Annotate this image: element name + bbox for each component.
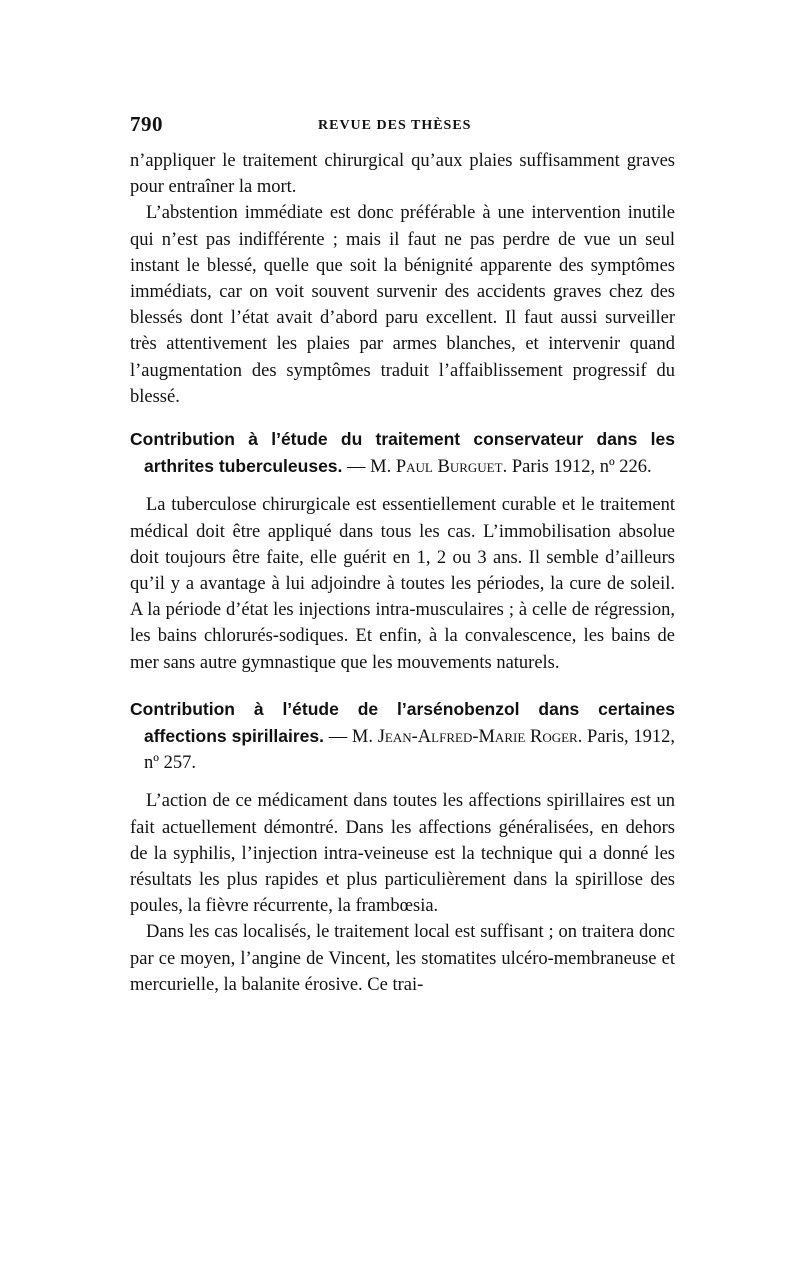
page-number: 790 xyxy=(130,112,163,136)
entry-title-block xyxy=(130,696,675,777)
intro-paragraph-continued: n’appliquer le traitement chirurgical qu’aux plaies suffisamment graves pour entraîner la mort. xyxy=(130,151,675,198)
thesis-entry-roger xyxy=(130,696,675,998)
entry-details: . Paris, 1912, nº 257. xyxy=(144,727,675,774)
running-header xyxy=(130,112,675,142)
entry-paragraph: La tuberculose chirurgicale est essentiellement curable et le traitement médical doit être appliqué dans tous les cas. L’immobilisation absolue doit toujours être faite, elle guérit en 1, 2 ou 3 ans. Il semble d’ailleurs qu’il y a avantage à lui adjoindre à toutes les périodes, la cure de soleil. A la période d’état les injections intra-musculaires ; à celle de régression, les bains chlorurés-sodiques. Et enfin, à la convalescence, les bains de mer sans autre gymnastique que les mouvements naturels. xyxy=(130,495,675,673)
document-page xyxy=(130,112,675,998)
thesis-entry-burguet xyxy=(130,426,675,676)
entry-title: Contribution à l’étude de l’arsénobenzol dans certaines affections spirillaires. xyxy=(130,698,675,747)
entry-title: Contribution à l’étude du traitement conservateur dans les arthrites tuberculeuses. xyxy=(130,429,675,477)
entry-paragraph: Dans les cas localisés, le traitement local est suffisant ; on traitera donc par ce moyen, l’angine de Vincent, les stomatites ulcéro-membraneuse et mercurielle, la balanite érosive. Ce trai- xyxy=(130,922,675,995)
entry-details: . Paris 1912, nº 226. xyxy=(502,457,652,478)
entry-separator: — M. xyxy=(342,457,396,478)
intro-paragraph: L’abstention immédiate est donc préférable à une intervention inutile qui n’est pas indifférente ; mais il faut ne pas perdre de vue un seul instant le blessé, quelle que soit la bénignité apparente des symptômes immédiats, car on voit souvent survenir des accidents graves chez des blessés dont l’état avait d’abord paru excellent. Il faut aussi surveiller très attentivement les plaies par armes blanches, et intervenir quand l’augmentation des symptômes traduit l’affaiblissement progressif du blessé. xyxy=(130,203,675,407)
entry-separator: — M. xyxy=(324,727,378,748)
entry-author: Jean-Alfred-Marie Roger xyxy=(377,727,578,748)
entry-author: Paul Burguet xyxy=(395,457,503,478)
entry-paragraph: L’action de ce médicament dans toutes les affections spirillaires est un fait actuellement démontré. Dans les affections généralisées, en dehors de la syphilis, l’injection intra-veineuse est la technique qui a donné les résultats les plus rapides et plus particulièrement dans la spirillose des poules, la fièvre récurrente, la frambœsia. xyxy=(130,791,675,917)
running-title: REVUE DES THÈSES xyxy=(318,118,472,133)
entry-title-block xyxy=(130,426,675,480)
intro-section xyxy=(130,148,675,410)
